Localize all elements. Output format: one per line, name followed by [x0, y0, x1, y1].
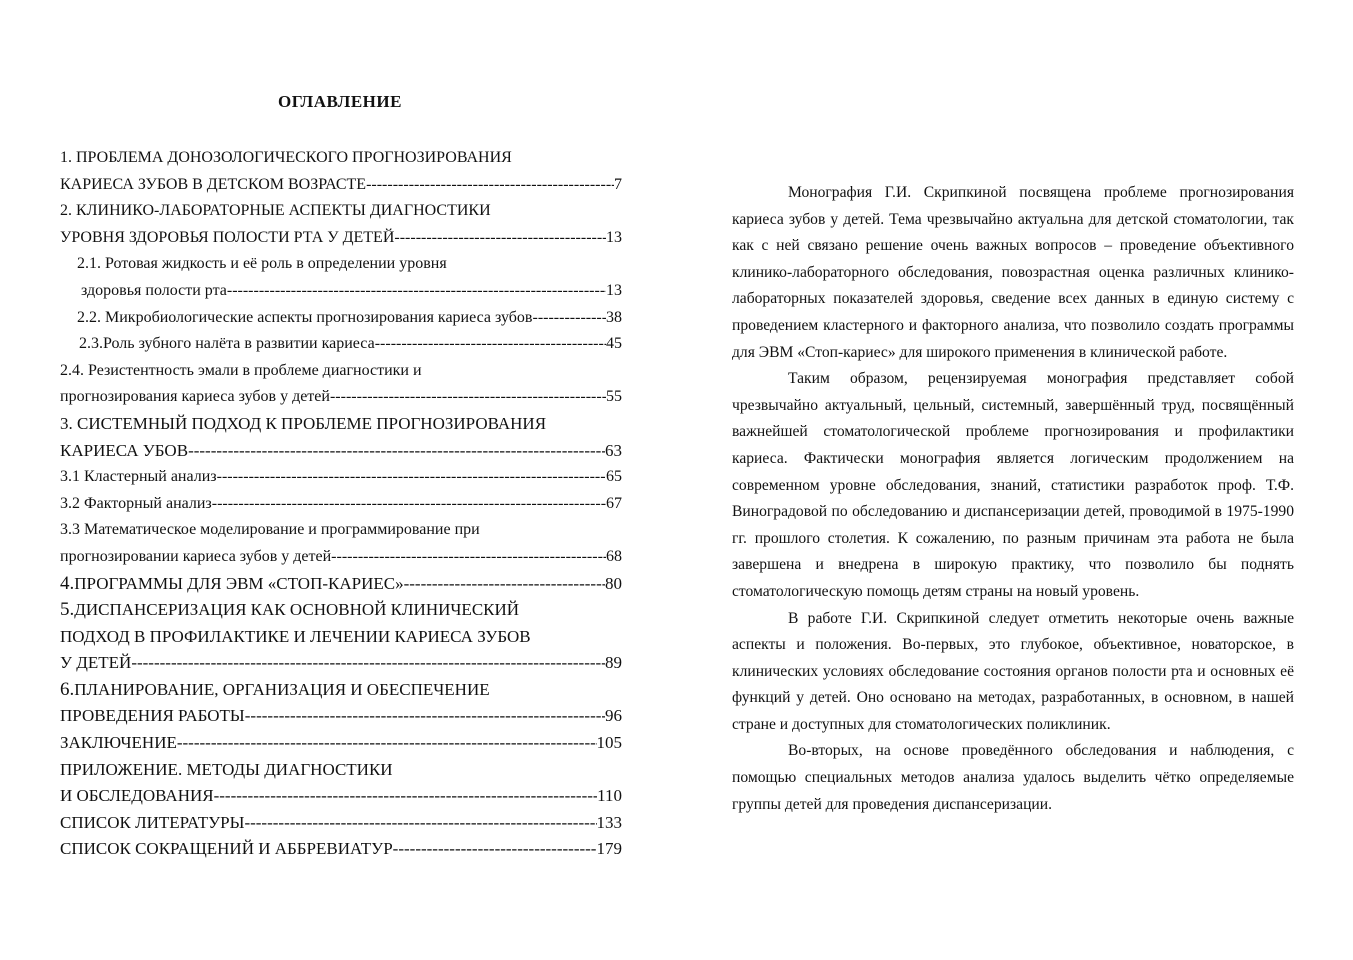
- toc-entry: [60, 650, 622, 677]
- toc-page-number: 63: [605, 440, 622, 460]
- toc-entry-label: прогнозирования кариеса зубов у детей: [60, 388, 330, 406]
- toc-entry: [60, 783, 622, 810]
- toc-entry-number: 6.: [60, 678, 75, 700]
- toc-line-text: ПЛАНИРОВАНИЕ, ОРГАНИЗАЦИЯ И ОБЕСПЕЧЕНИЕ: [74, 679, 490, 699]
- toc-entry: [60, 384, 622, 411]
- toc-line: 2.4. Резистентность эмали в проблеме диагностики и: [60, 361, 422, 379]
- toc-entry-label: КАРИЕСА УБОВ: [60, 440, 189, 460]
- toc-entry: [60, 278, 622, 305]
- toc-entry-label: УРОВНЯ ЗДОРОВЬЯ ПОЛОСТИ РТА У ДЕТЕЙ: [60, 228, 395, 246]
- toc-entry: [60, 225, 622, 252]
- toc-line: ПРИЛОЖЕНИЕ. МЕТОДЫ ДИАГНОСТИКИ: [60, 759, 393, 779]
- toc-entry-label: СПИСОК СОКРАЩЕНИЙ И АББРЕВИАТУР: [60, 839, 393, 859]
- toc-leader: [375, 331, 606, 358]
- toc-entry-number: 5.: [60, 599, 75, 621]
- toc-leader: [217, 464, 606, 491]
- toc-page-number: 13: [606, 281, 622, 299]
- toc-leader: [532, 305, 606, 332]
- toc-entry-label: СПИСОК ЛИТЕРАТУРЫ: [60, 812, 245, 832]
- toc-entry-number: 4.: [60, 572, 75, 594]
- toc-entry: [60, 810, 622, 837]
- toc-page-number: 65: [606, 468, 622, 486]
- toc-entry-label: прогнозировании кариеса зубов у детей: [60, 547, 332, 565]
- toc-leader: [214, 783, 598, 810]
- toc-page-number: 38: [606, 308, 622, 326]
- toc-entry-label: КАРИЕСА ЗУБОВ В ДЕТСКОМ ВОЗРАСТЕ: [60, 175, 367, 193]
- toc-entry: [60, 703, 622, 730]
- toc-entry-label: 3.1 Кластерный анализ: [60, 468, 217, 486]
- toc-leader: [404, 571, 605, 598]
- toc-line: [60, 597, 622, 624]
- toc-page-number: 13: [606, 228, 622, 246]
- toc-leader: [131, 650, 605, 677]
- toc-entry-label: ПРОГРАММЫ ДЛЯ ЭВМ «СТОП-КАРИЕС»: [74, 573, 404, 593]
- toc-entry: [60, 730, 622, 757]
- toc-entry: [60, 836, 622, 863]
- toc-page-number: 179: [596, 839, 622, 859]
- toc-entry: [60, 571, 622, 598]
- toc-line: 1. ПРОБЛЕМА ДОНОЗОЛОГИЧЕСКОГО ПРОГНОЗИРОВАНИЯ: [60, 149, 512, 166]
- toc-page-number: 80: [605, 573, 622, 593]
- review-text: [732, 180, 1294, 818]
- toc-entry: [60, 305, 622, 332]
- toc-page-number: 133: [596, 812, 622, 832]
- toc-entry: [60, 172, 622, 199]
- toc-line: 2.1. Ротовая жидкость и её роль в определении уровня: [77, 255, 447, 273]
- toc-leader: [244, 810, 596, 837]
- toc-entry-label: 2.2. Микробиологические аспекты прогнозирования кариеса зубов: [77, 308, 533, 326]
- toc-leader: [188, 438, 605, 465]
- toc-page-number: 55: [606, 388, 622, 406]
- toc-line: [60, 677, 622, 704]
- toc-entry-label: 3.2 Факторный анализ: [60, 494, 212, 512]
- paragraph: Монография Г.И. Скрипкиной посвящена проблеме прогнозирования кариеса зубов у детей. Тема чрезвычайно актуальна для детской стоматологии, так как с ней связано решение очень важных вопросов – проведение объективного клинико-лабораторного обследования, повозрастная оценка различных клинико-лабораторных показателей здоровья, сведение всех данных в единую систему с проведением кластерного и факторного анализа, что позволило создать программы для ЭВМ «Стоп-кариес» для широкого применения в клинической работе.: [732, 184, 1294, 361]
- toc-page-number: 68: [606, 547, 622, 565]
- toc-page-number: 110: [597, 786, 622, 806]
- toc-leader: [394, 225, 606, 252]
- toc-page-number: 67: [606, 494, 622, 512]
- toc-entry-label: здоровья полости рта: [81, 281, 227, 299]
- paragraph: Во-вторых, на основе проведённого обследования и наблюдения, с помощью специальных методов анализа удалось выделить чётко определяемые группы детей для проведения диспансеризации.: [732, 742, 1294, 813]
- toc-leader: [366, 172, 614, 199]
- toc-line: 3. СИСТЕМНЫЙ ПОДХОД К ПРОБЛЕМЕ ПРОГНОЗИРОВАНИЯ: [60, 413, 547, 433]
- toc-page-number: 105: [596, 733, 622, 753]
- toc-leader: [393, 836, 597, 863]
- toc-entry: [60, 464, 622, 491]
- table-of-contents: [60, 145, 622, 863]
- toc-leader: [227, 278, 606, 305]
- toc-line: 3.3 Математическое моделирование и программирование при: [60, 521, 480, 539]
- toc-line: ПОДХОД В ПРОФИЛАКТИКЕ И ЛЕЧЕНИИ КАРИЕСА ЗУБОВ: [60, 626, 531, 646]
- toc-entry-label: 2.3.Роль зубного налёта в развитии кариеса: [79, 335, 375, 353]
- toc-leader: [212, 491, 606, 518]
- toc-page-number: 89: [605, 653, 622, 673]
- toc-leader: [177, 730, 597, 757]
- toc-line-text: ДИСПАНСЕРИЗАЦИЯ КАК ОСНОВНОЙ КЛИНИЧЕСКИЙ: [74, 600, 520, 620]
- toc-entry: [60, 438, 622, 465]
- toc-leader: [331, 544, 606, 571]
- toc-entry: [60, 544, 622, 571]
- toc-entry: [60, 491, 622, 518]
- toc-entry-label: ЗАКЛЮЧЕНИЕ: [60, 733, 177, 753]
- toc-entry-label: ПРОВЕДЕНИЯ РАБОТЫ: [60, 706, 245, 726]
- toc-page-number: 96: [605, 706, 622, 726]
- toc-entry-label: И ОБСЛЕДОВАНИЯ: [60, 786, 214, 806]
- toc-title: ОГЛАВЛЕНИЕ: [278, 92, 402, 111]
- toc-leader: [330, 384, 606, 411]
- paragraph: В работе Г.И. Скрипкиной следует отметить некоторые очень важные аспекты и положения. Во-первых, это глубокое, объективное, новаторское, в клинических условиях обследование состояния органов полости рта и основных её функций у детей. Оно основано на методах, разработанных, в основном, в нашей стране и доступных для стоматологических поликлиник.: [732, 609, 1294, 733]
- toc-line: 2. КЛИНИКО-ЛАБОРАТОРНЫЕ АСПЕКТЫ ДИАГНОСТИКИ: [60, 202, 491, 220]
- toc-leader: [245, 703, 605, 730]
- paragraph: Таким образом, рецензируемая монография представляет собой чрезвычайно актуальный, цельный, системный, завершённый труд, посвящённый важнейшей стоматологической проблеме прогнозирования и профилактики кариеса. Фактически монография является логическим продолжением на современном уровне обследования, знаний, статистики разработок проф. Т.Ф. Виноградовой по обследованию и диспансеризации детей, проводимой в 1975-1990 гг. прошлого столетия. К сожалению, по разным причинам эта работа не была завершена и внедрена в широкую практику, что позволило бы поднять стоматологическую помощь детям страны на новый уровень.: [732, 370, 1294, 600]
- toc-entry: [60, 331, 622, 358]
- toc-page-number: 7: [614, 175, 622, 193]
- toc-page-number: 45: [606, 335, 622, 353]
- toc-entry-label: У ДЕТЕЙ: [60, 653, 132, 673]
